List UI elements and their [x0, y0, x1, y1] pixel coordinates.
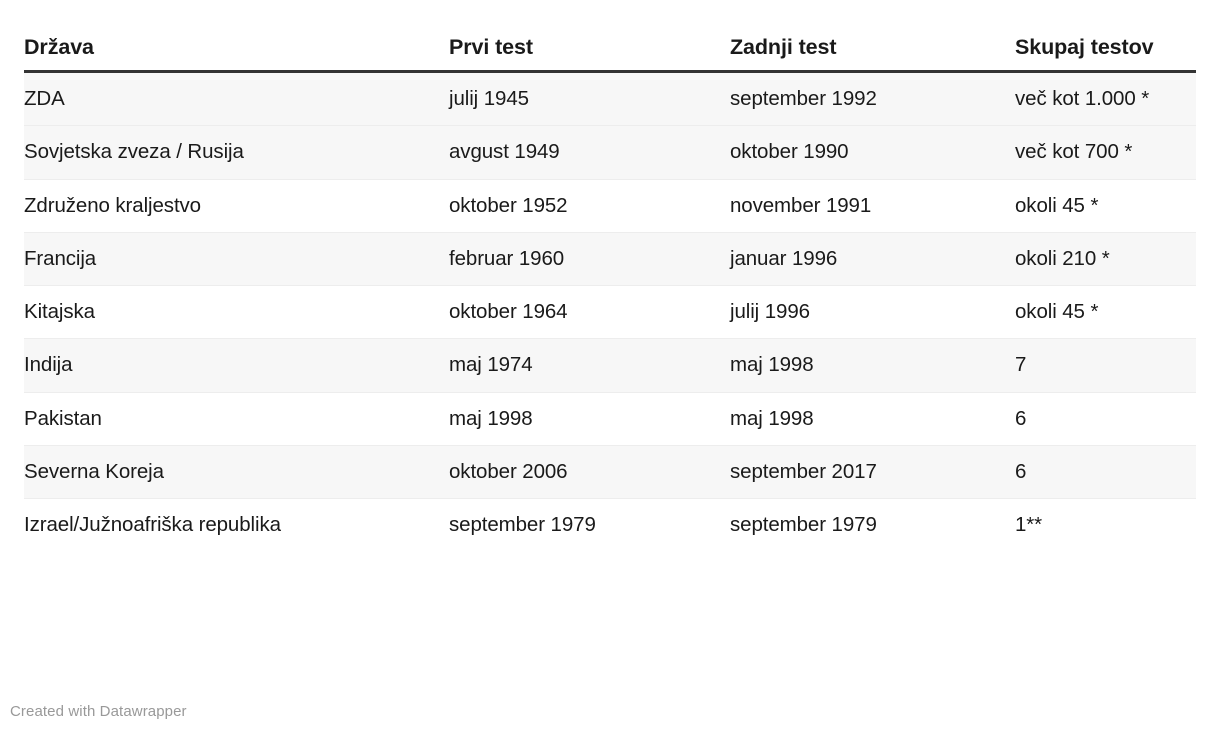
- table-row: [24, 232, 1196, 285]
- table-row: [24, 339, 1196, 392]
- cell-first-test: julij 1945: [449, 72, 730, 126]
- cell-first-test: februar 1960: [449, 232, 730, 285]
- cell-last-test: oktober 1990: [730, 126, 1015, 179]
- table-body: [24, 72, 1196, 552]
- cell-total-tests: okoli 45 *: [1015, 179, 1196, 232]
- cell-total-tests: 1**: [1015, 513, 1043, 537]
- table-row: [24, 286, 1196, 339]
- cell-total-tests: okoli 210 *: [1015, 232, 1196, 285]
- cell-country: Severna Koreja: [24, 445, 449, 498]
- cell-country: Francija: [24, 232, 449, 285]
- column-header-country: Država: [24, 35, 94, 59]
- table-row: [24, 179, 1196, 232]
- table-header-row: [24, 0, 1196, 72]
- cell-total-tests: 6: [1015, 445, 1196, 498]
- cell-first-test: oktober 1952: [449, 179, 730, 232]
- table-row: [24, 445, 1196, 498]
- cell-last-test: julij 1996: [730, 286, 1015, 339]
- datawrapper-credit[interactable]: Created with Datawrapper: [10, 703, 187, 720]
- column-header-total-tests: Skupaj testov: [1015, 35, 1154, 59]
- cell-first-test: maj 1974: [449, 339, 730, 392]
- cell-first-test: avgust 1949: [449, 126, 730, 179]
- cell-total-tests: okoli 45 *: [1015, 286, 1196, 339]
- cell-last-test: september 1979: [730, 513, 877, 537]
- table-row: [24, 392, 1196, 445]
- cell-country: Združeno kraljestvo: [24, 179, 449, 232]
- cell-last-test: september 2017: [730, 445, 1015, 498]
- cell-last-test: september 1992: [730, 72, 1015, 126]
- cell-total-tests: več kot 1.000 *: [1015, 72, 1196, 126]
- cell-last-test: maj 1998: [730, 392, 1015, 445]
- table-row: [24, 499, 1196, 552]
- cell-first-test: maj 1998: [449, 392, 730, 445]
- data-table-container: [24, 0, 1196, 551]
- table-row: [24, 72, 1196, 126]
- cell-first-test: oktober 1964: [449, 286, 730, 339]
- cell-country: Kitajska: [24, 286, 449, 339]
- cell-country: ZDA: [24, 72, 449, 126]
- cell-last-test: maj 1998: [730, 339, 1015, 392]
- cell-country: Izrael/Južnoafriška republika: [24, 513, 281, 537]
- cell-total-tests: več kot 700 *: [1015, 126, 1196, 179]
- data-table: [24, 0, 1196, 551]
- cell-country: Sovjetska zveza / Rusija: [24, 126, 449, 179]
- cell-total-tests: 6: [1015, 392, 1196, 445]
- cell-total-tests: 7: [1015, 339, 1196, 392]
- table-row: [24, 126, 1196, 179]
- cell-country: Pakistan: [24, 392, 449, 445]
- cell-first-test: september 1979: [449, 513, 596, 537]
- cell-country: Indija: [24, 339, 449, 392]
- cell-last-test: januar 1996: [730, 232, 1015, 285]
- cell-last-test: november 1991: [730, 179, 1015, 232]
- cell-first-test: oktober 2006: [449, 445, 730, 498]
- column-header-first-test: Prvi test: [449, 35, 533, 59]
- column-header-last-test: Zadnji test: [730, 35, 837, 59]
- table-header: [24, 0, 1196, 72]
